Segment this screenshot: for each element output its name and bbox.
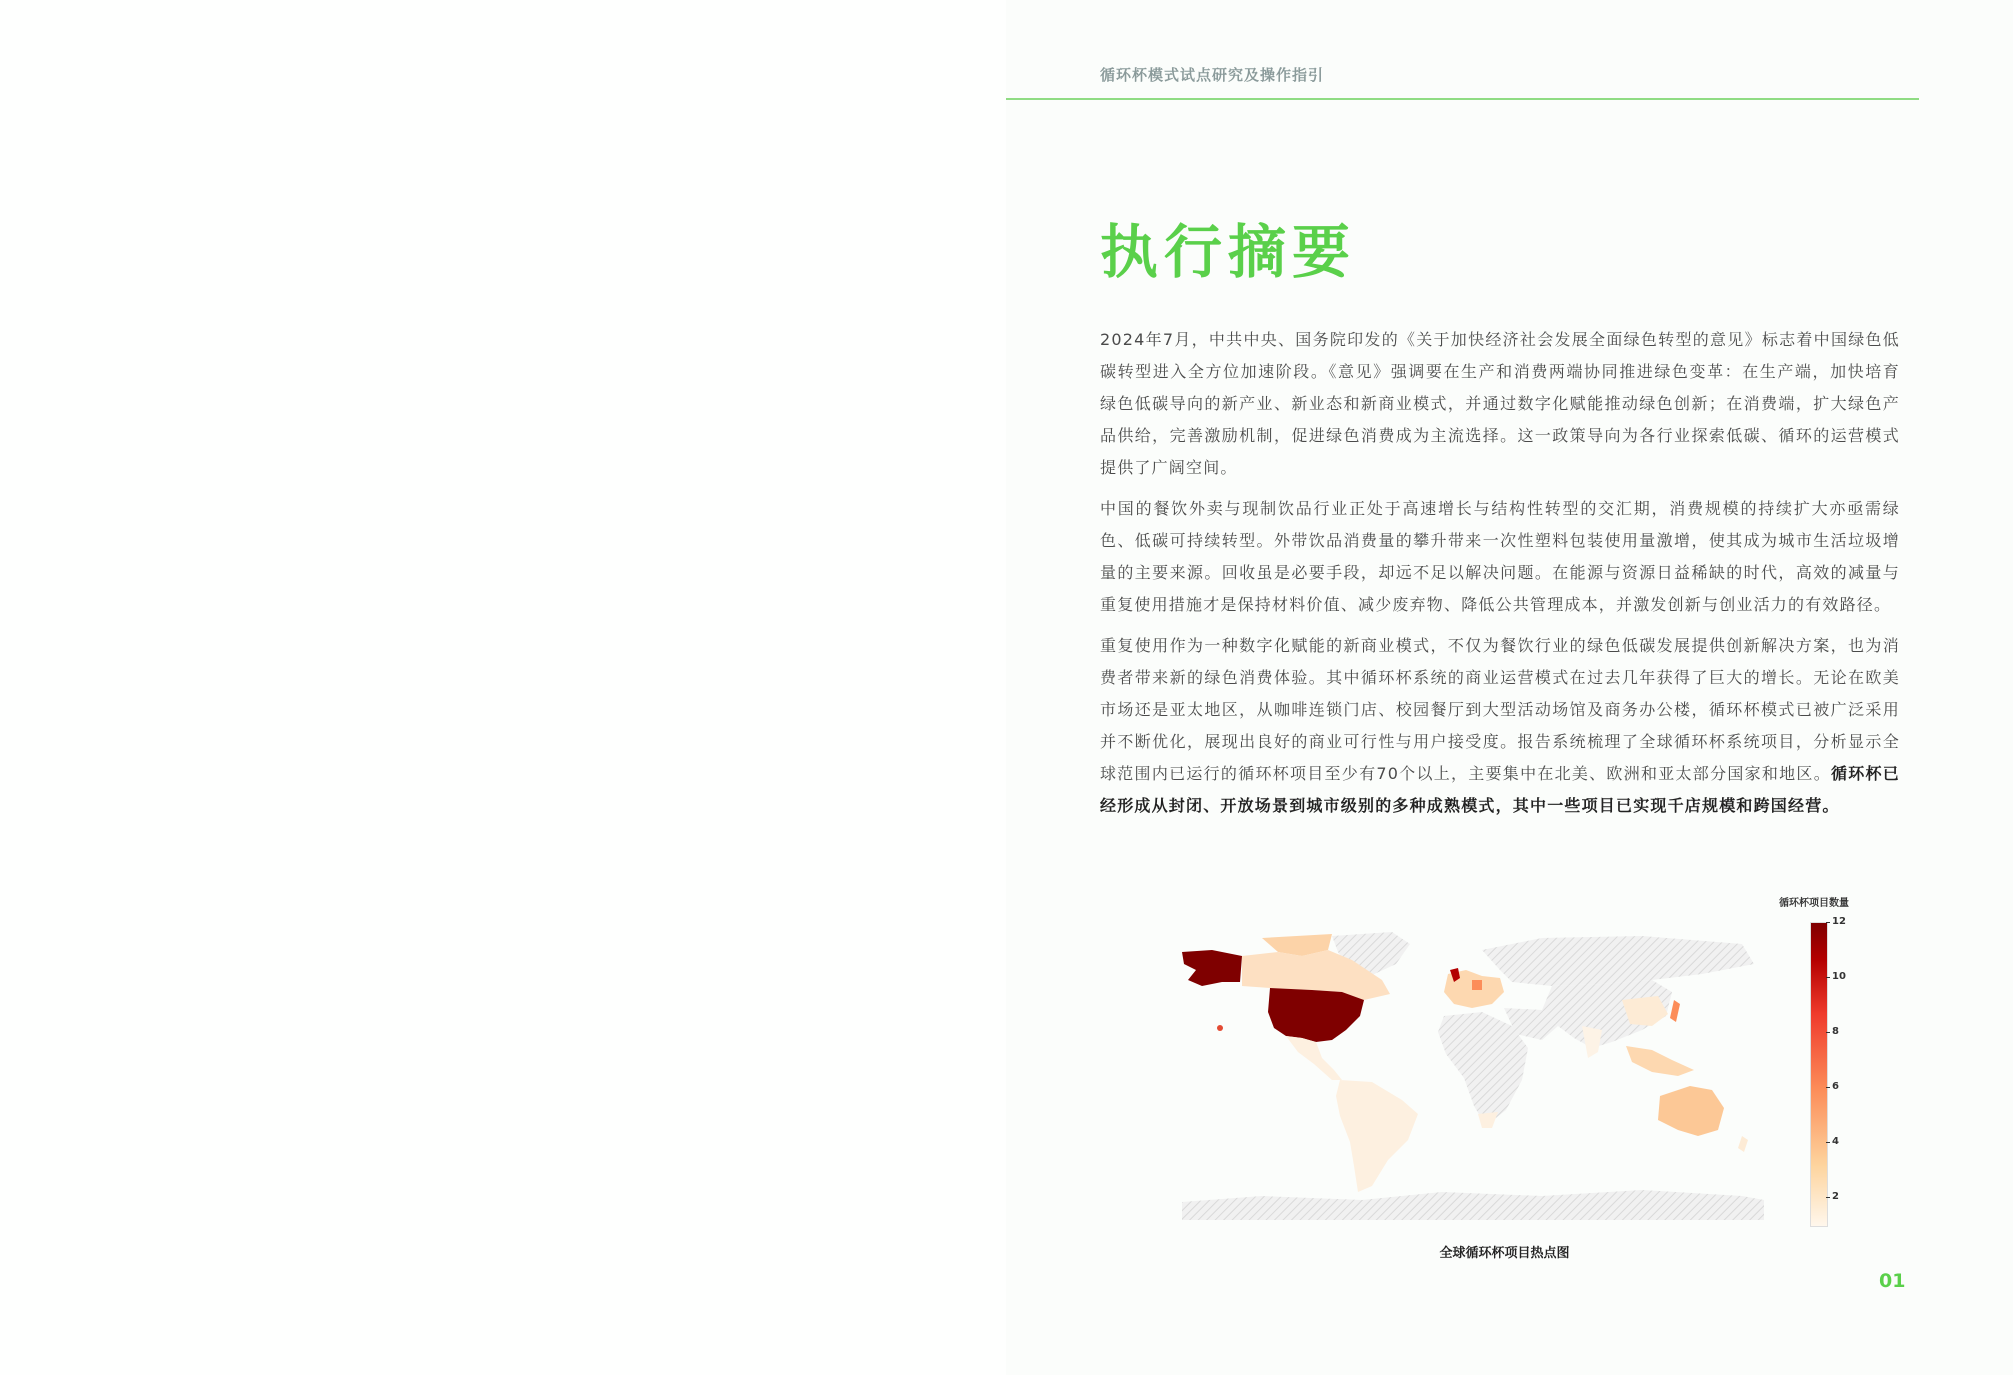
colorbar-tick-4: 4 — [1832, 1136, 1839, 1147]
region-australia — [1658, 1086, 1724, 1136]
region-southeast-asia — [1626, 1046, 1694, 1076]
colorbar-tick-12: 12 — [1832, 916, 1846, 927]
region-antarctica — [1182, 1190, 1764, 1220]
running-header: 循环杯模式试点研究及操作指引 — [1100, 66, 1325, 84]
region-south-africa — [1478, 1112, 1498, 1128]
region-south-america — [1336, 1080, 1418, 1192]
paragraph-3-bold: 循环杯已经形成从封闭、开放场景到城市级别的多种成熟模式，其中一些项目已实现千店规模和跨国经营。 — [1100, 764, 1900, 815]
colorbar-tick-8: 8 — [1832, 1026, 1839, 1037]
left-page-blank — [0, 0, 1006, 1375]
world-map-svg — [1182, 930, 1764, 1220]
paragraph-3 — [1100, 630, 1900, 822]
region-alaska — [1182, 950, 1242, 986]
colorbar-tick-10: 10 — [1832, 971, 1846, 982]
legend-title: 循环杯项目数量 — [1779, 898, 1849, 909]
region-russia — [1482, 936, 1754, 986]
region-hawaii — [1217, 1025, 1223, 1031]
map-caption-text: 全球循环杯项目热点图 — [1439, 1246, 1570, 1261]
region-usa — [1268, 988, 1364, 1042]
region-mexico — [1286, 1036, 1342, 1080]
body-text — [1100, 324, 1900, 831]
region-new-zealand — [1738, 1136, 1748, 1152]
region-india — [1582, 1026, 1602, 1058]
map-caption — [1006, 1242, 2003, 1261]
right-page — [1006, 0, 2013, 1375]
colorbar — [1810, 922, 1828, 1227]
colorbar-tick-2: 2 — [1832, 1191, 1839, 1202]
world-heatmap — [1182, 930, 1764, 1220]
paragraph-2: 中国的餐饮外卖与现制饮品行业正处于高速增长与结构性转型的交汇期，消费规模的持续扩大亦亟需绿色、低碳可持续转型。外带饮品消费量的攀升带来一次性塑料包装使用量激增，使其成为城市生活垃圾增量的主要来源。回收虽是必要手段，却远不足以解决问题。在能源与资源日益稀缺的时代，高效的减量与重复使用措施才是保持材料价值、减少废弃物、降低公共管理成本，并激发创新与创业活力的有效路径。 — [1100, 499, 1900, 614]
region-japan — [1670, 1000, 1680, 1022]
page-title: 执行摘要 — [1100, 218, 1357, 286]
header-rule — [1006, 98, 1919, 100]
paragraph-3-plain: 重复使用作为一种数字化赋能的新商业模式，不仅为餐饮行业的绿色低碳发展提供创新解决方案，也为消费者带来新的绿色消费体验。其中循环杯系统的商业运营模式在过去几年获得了巨大的增长。无论在欧美市场还是亚太地区，从咖啡连锁门店、校园餐厅到大型活动场馆及商务办公楼，循环杯模式已被广泛采用并不断优化，展现出良好的商业可行性与用户接受度。报告系统梳理了全球循环杯系统项目，分析显示全球范围内已运行的循环杯项目至少有70个以上，主要集中在北美、欧洲和亚太部分国家和地区。 — [1100, 636, 1900, 783]
page-number: 01 — [1879, 1270, 1906, 1292]
paragraph-1: 2024年7月，中共中央、国务院印发的《关于加快经济社会发展全面绿色转型的意见》标志着中国绿色低碳转型进入全方位加速阶段。《意见》强调要在生产和消费两端协同推进绿色变革：在生产端，加快培育绿色低碳导向的新产业、新业态和新商业模式，并通过数字化赋能推动绿色创新；在消费端，扩大绿色产品供给，完善激励机制，促进绿色消费成为主流选择。这一政策导向为各行业探索低碳、循环的运营模式提供了广阔空间。 — [1100, 330, 1900, 477]
colorbar-tick-6: 6 — [1832, 1081, 1839, 1092]
region-germany — [1472, 980, 1482, 990]
